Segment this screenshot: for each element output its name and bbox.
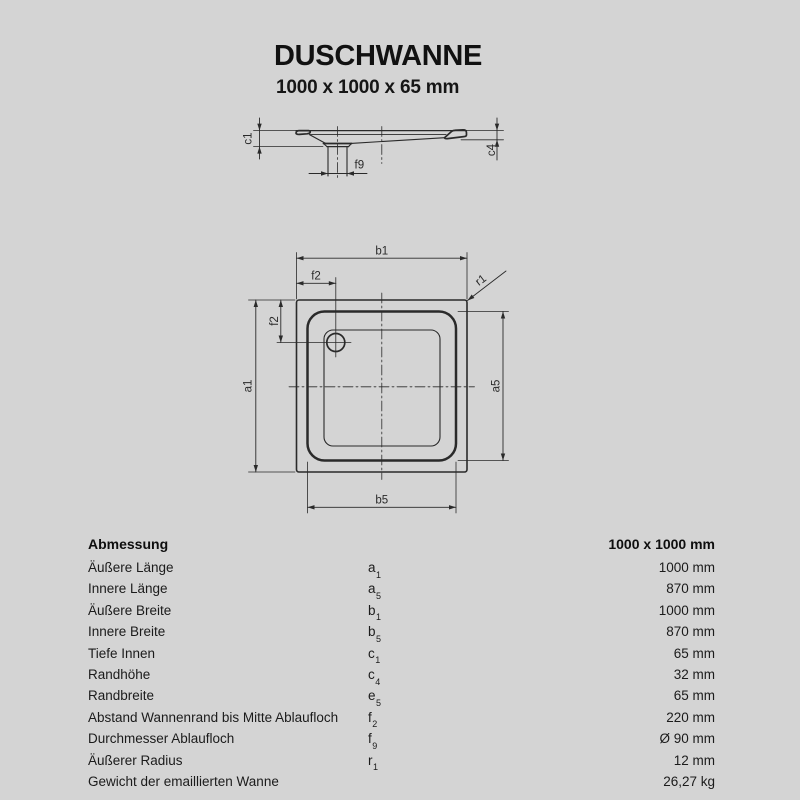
dimension-label-f2-top: f2 [311,270,321,283]
dimension-label-r1: r1 [473,272,489,289]
row-symbol: $f_9$ [368,731,378,751]
page-title: DUSCHWANNE [274,40,483,72]
row-value: 1000 mm [658,560,715,575]
row-value: 32 mm [673,666,715,682]
dimension-label-c4: c4 [486,143,498,157]
row-symbol: $r_1$ [368,752,379,773]
row-symbol: $a_5$ [368,581,382,602]
row-value: 26,27 kg [663,773,715,789]
table-header-row [88,533,715,557]
table-header-value: 1000 x 1000 mm [608,536,715,552]
row-label: Äußerer Radius [88,752,183,768]
table-row [88,600,715,621]
top-view [243,246,509,514]
dimension-label-b1: b1 [375,245,389,258]
row-symbol: $f_2$ [368,709,378,730]
table-row [88,750,715,771]
dimension-label-a5: a5 [490,379,503,393]
dimension-label-c1: c1 [242,132,255,145]
table-row [88,707,715,728]
table-row [88,557,715,578]
dimension-label-a1: a1 [242,379,255,393]
row-value: 65 mm [673,688,715,704]
row-symbol: $a_1$ [368,560,382,580]
table-row [88,685,715,709]
row-label: Abstand Wannenrand bis Mitte Ablaufloch [88,709,339,725]
table-row [88,728,715,749]
table-row [88,664,715,685]
row-symbol: $c_4$ [368,666,381,687]
row-symbol: $c_1$ [368,645,381,666]
row-value: 1000 mm [658,602,715,618]
row-value: 12 mm [673,752,715,768]
row-label: Tiefe Innen [88,645,156,661]
table-row [88,621,715,642]
table-body [88,557,715,792]
row-value: 220 mm [666,709,715,725]
row-value: 870 mm [666,581,715,597]
table-row [88,643,715,664]
dimension-label-b5: b5 [375,494,389,507]
side-view [243,118,504,180]
row-value: 65 mm [673,645,715,661]
row-label: Durchmesser Ablaufloch [88,731,235,747]
row-symbol: $e_5$ [368,688,382,709]
row-value: Ø 90 mm [659,731,715,747]
row-symbol: $b_1$ [368,602,382,623]
table-row [88,578,715,602]
row-label: Äußere Breite [88,602,172,618]
row-symbol [368,771,468,792]
page-subtitle: 1000 x 1000 x 65 mm [276,77,460,98]
top-view-centerlines [289,293,475,480]
row-label: Randhöhe [88,666,151,682]
row-symbol: $b_5$ [368,624,382,644]
row-label: Innere Länge [88,581,168,597]
side-view-dimension-lines [260,118,498,174]
row-label: Gewicht der emaillierten Wanne [88,773,279,789]
top-view-dimension-lines [256,258,506,507]
row-label: Äußere Länge [88,560,174,575]
dimension-label-f9: f9 [354,159,365,172]
tray-profile [296,130,467,147]
row-label: Randbreite [88,688,155,704]
table-row [88,771,715,792]
dimension-label-f2-left: f2 [269,316,281,326]
table-header-symbol [368,533,468,557]
dimensions-table [88,533,715,792]
table-header-label: Abmessung [88,536,169,552]
row-value: 870 mm [666,624,715,640]
top-view-extension-lines [249,253,509,514]
side-view-arrowheads [257,124,499,176]
row-label: Innere Breite [88,624,166,640]
